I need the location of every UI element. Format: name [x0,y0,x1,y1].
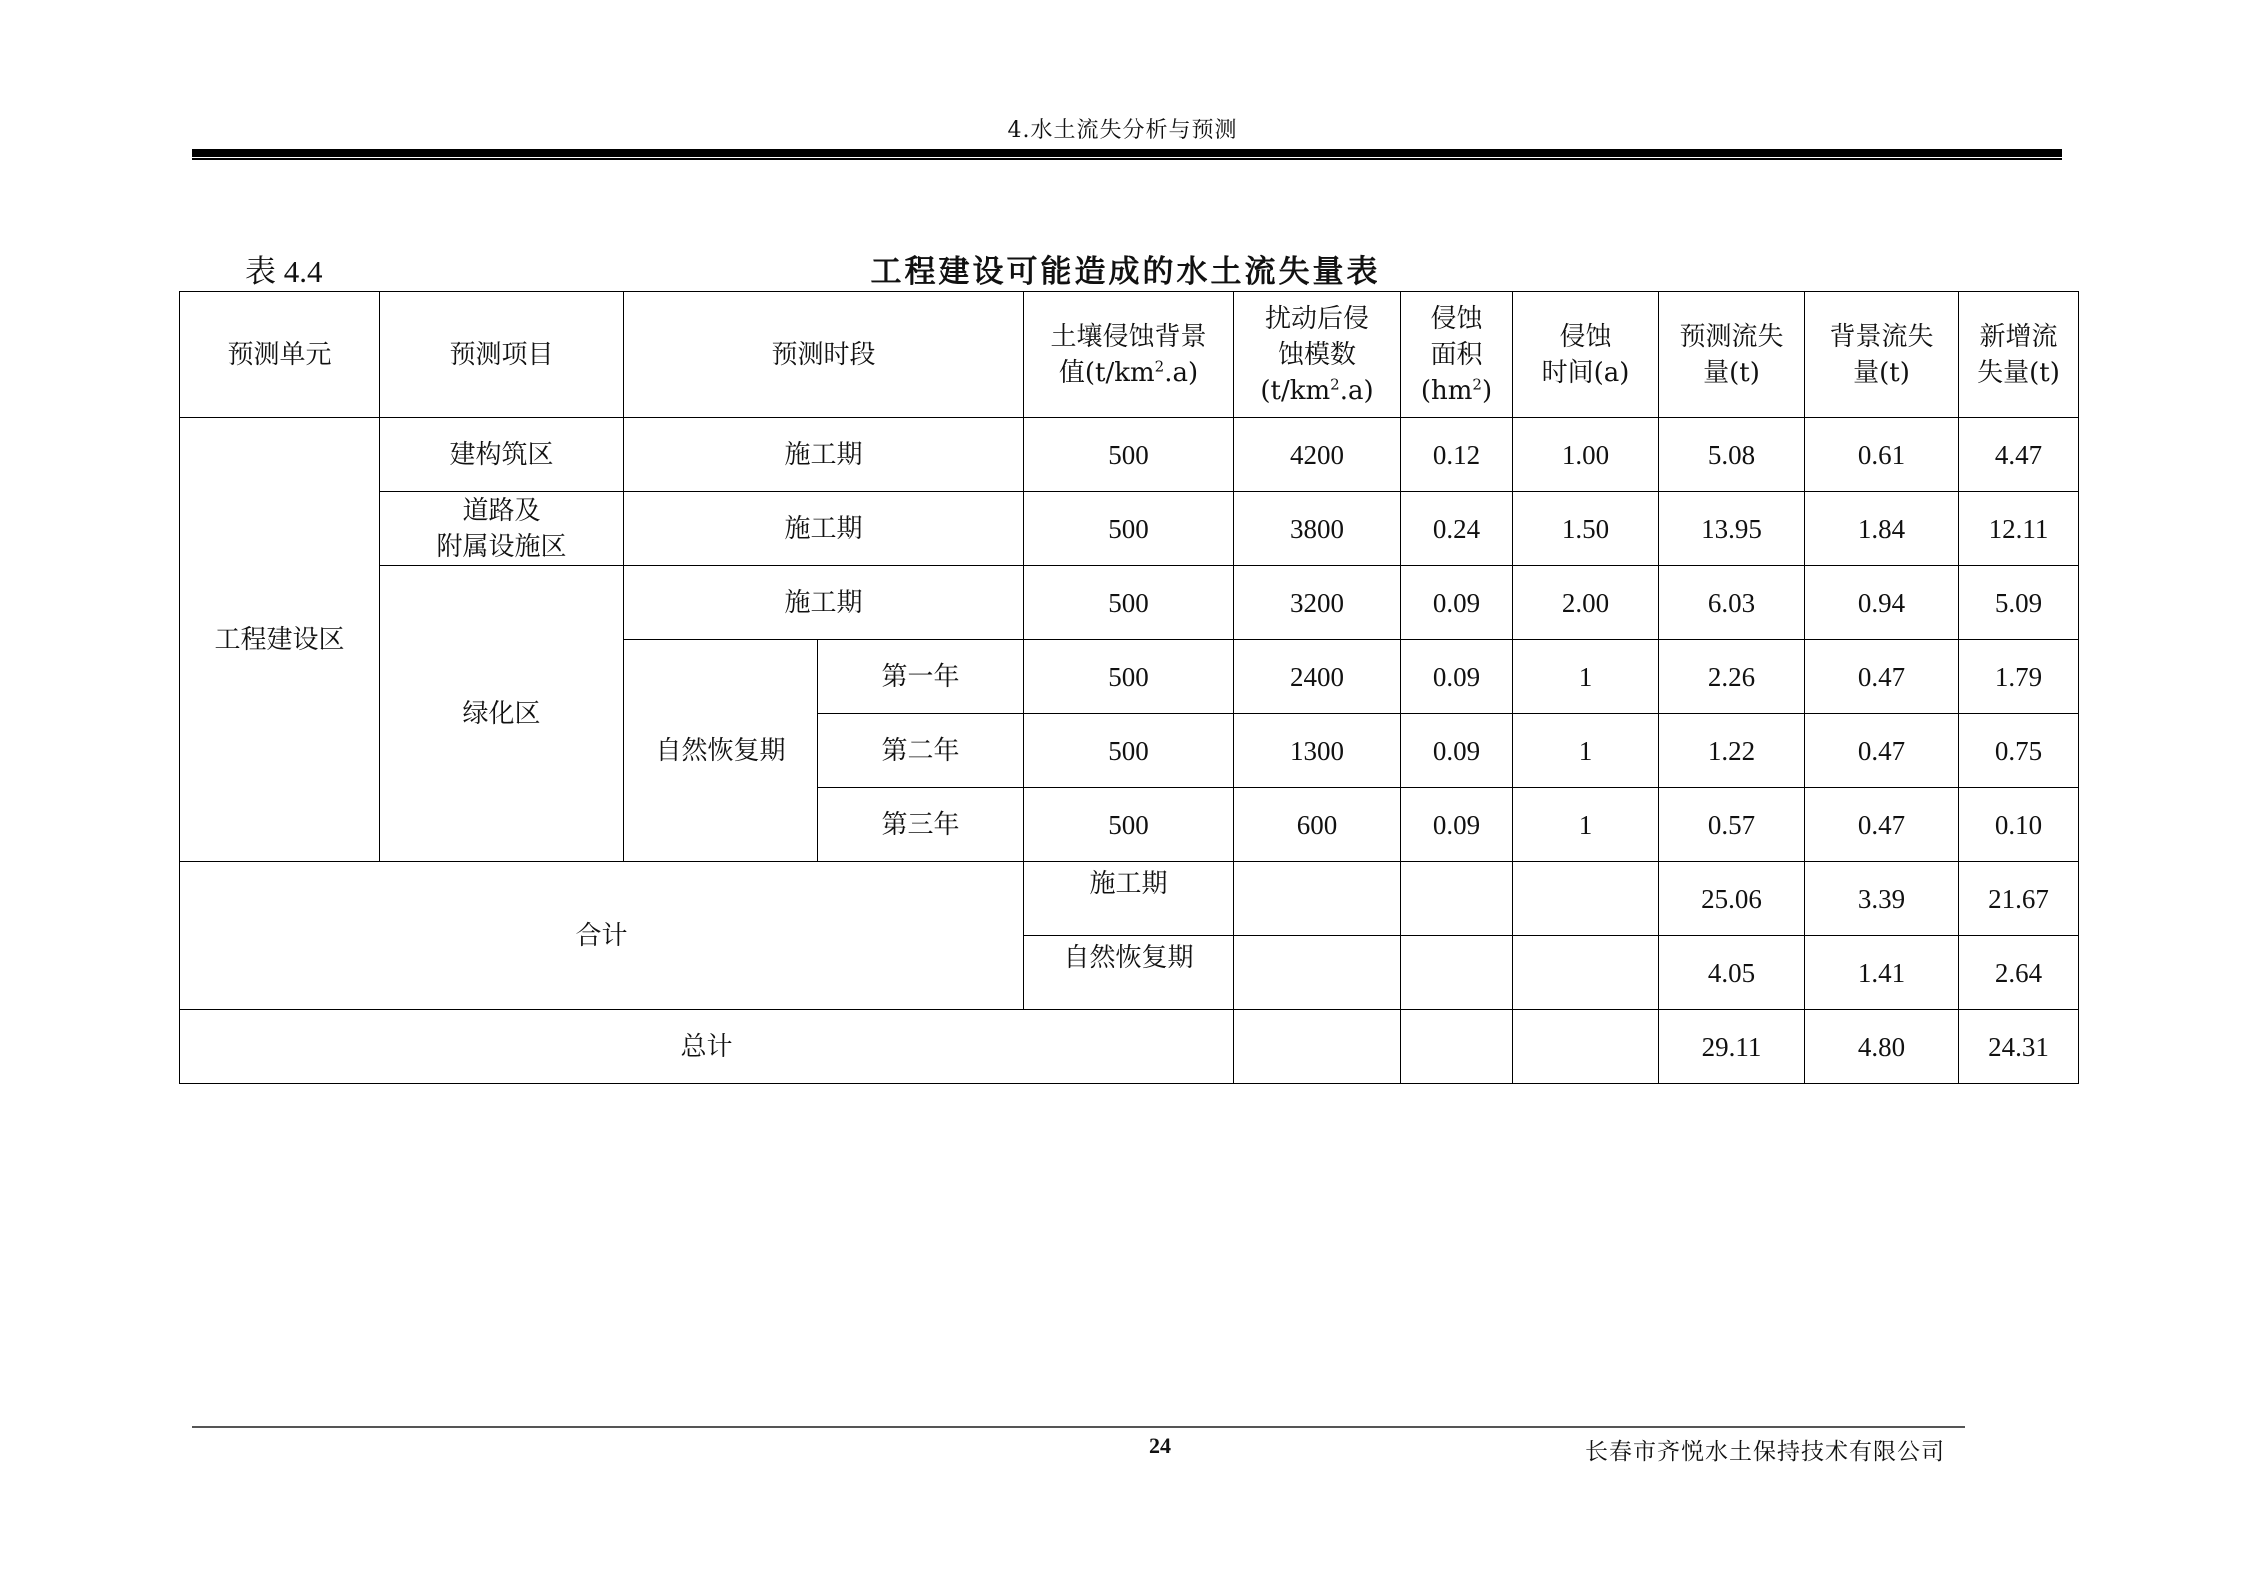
col-header-area: 侵蚀 面积 $(hm^2)$ [1401,292,1513,418]
year-cell: 第一年 [818,640,1024,714]
unit-cell: 工程建设区 [180,418,380,862]
duration-cell: 1 [1513,788,1659,862]
new-loss-cell: 2.64 [1959,936,2079,1010]
background-loss-cell: 0.47 [1805,640,1959,714]
subtotal-row [180,862,2079,936]
table-row [180,418,2079,492]
period-cell: 自然恢复期 [624,640,818,862]
empty-cell [1513,1010,1659,1084]
item-cell: 道路及 附属设施区 [380,492,624,566]
year-cell: 第二年 [818,714,1024,788]
empty-cell [1234,1010,1401,1084]
new-loss-cell: 1.79 [1959,640,2079,714]
new-loss-cell: 21.67 [1959,862,2079,936]
disturbed-modulus-cell: 2400 [1234,640,1401,714]
bg-modulus-cell: 500 [1024,492,1234,566]
table-caption [179,246,2072,288]
duration-cell: 1 [1513,640,1659,714]
item-cell: 绿化区 [380,566,624,862]
background-loss-cell: 0.61 [1805,418,1959,492]
company-name: 长春市齐悦水土保持技术有限公司 [1585,1439,1945,1465]
disturbed-modulus-cell: 1300 [1234,714,1401,788]
period-cell: 施工期 [624,418,1024,492]
page-number: 24 [1149,1433,1171,1458]
year-cell: 第三年 [818,788,1024,862]
col-header-new-loss: 新增流 失量(t) [1959,292,2079,418]
soil-loss-table [179,291,2079,1084]
running-header: 4.水土流失分析与预测 [1007,118,1238,143]
col-header-period: 预测时段 [624,292,1024,418]
footer-rule [192,1426,1965,1428]
background-loss-cell: 3.39 [1805,862,1959,936]
predicted-loss-cell: 1.22 [1659,714,1805,788]
empty-cell [1234,936,1401,1010]
col-header-duration: 侵蚀 时间(a) [1513,292,1659,418]
table-number: 表 4.4 [245,254,323,289]
predicted-loss-cell: 25.06 [1659,862,1805,936]
header-rule-thin [192,158,2062,160]
duration-cell: 1 [1513,714,1659,788]
background-loss-cell: 0.47 [1805,788,1959,862]
col-header-background-loss: 背景流失 量(t) [1805,292,1959,418]
predicted-loss-cell: 2.26 [1659,640,1805,714]
table-header-row [180,292,2079,418]
col-header-disturbed-modulus: 扰动后侵 蚀模数 $(t/km^2.a)$ [1234,292,1401,418]
total-row [180,1010,2079,1084]
duration-cell: 1.50 [1513,492,1659,566]
new-loss-cell: 24.31 [1959,1010,2079,1084]
predicted-loss-cell: 6.03 [1659,566,1805,640]
empty-cell [1234,862,1401,936]
subtotal-label: 合计 [180,862,1024,1010]
empty-cell [1513,936,1659,1010]
background-loss-cell: 4.80 [1805,1010,1959,1084]
bg-modulus-cell: 500 [1024,714,1234,788]
bg-modulus-cell: 500 [1024,640,1234,714]
col-header-predicted-loss: 预测流失 量(t) [1659,292,1805,418]
new-loss-cell: 0.75 [1959,714,2079,788]
predicted-loss-cell: 5.08 [1659,418,1805,492]
col-header-unit: 预测单元 [180,292,380,418]
disturbed-modulus-cell: 600 [1234,788,1401,862]
area-cell: 0.09 [1401,714,1513,788]
predicted-loss-cell: 4.05 [1659,936,1805,1010]
new-loss-cell: 5.09 [1959,566,2079,640]
empty-cell [1513,862,1659,936]
bg-modulus-cell: 500 [1024,788,1234,862]
period-cell: 施工期 [624,566,1024,640]
header-rule-thick [192,149,2062,157]
subtotal-period-recovery: 自然恢复期 [1024,936,1234,1010]
area-cell: 0.12 [1401,418,1513,492]
disturbed-modulus-cell: 3200 [1234,566,1401,640]
empty-cell [1401,862,1513,936]
table-row [180,566,2079,640]
disturbed-modulus-cell: 3800 [1234,492,1401,566]
bg-modulus-cell: 500 [1024,566,1234,640]
predicted-loss-cell: 13.95 [1659,492,1805,566]
disturbed-modulus-cell: 4200 [1234,418,1401,492]
new-loss-cell: 0.10 [1959,788,2079,862]
table-row [180,492,2079,566]
empty-cell [1401,1010,1513,1084]
total-label: 总计 [180,1010,1234,1084]
background-loss-cell: 1.84 [1805,492,1959,566]
area-cell: 0.09 [1401,788,1513,862]
background-loss-cell: 0.94 [1805,566,1959,640]
new-loss-cell: 4.47 [1959,418,2079,492]
table-title: 工程建设可能造成的水土流失量表 [870,254,1381,290]
area-cell: 0.09 [1401,640,1513,714]
background-loss-cell: 1.41 [1805,936,1959,1010]
new-loss-cell: 12.11 [1959,492,2079,566]
area-cell: 0.24 [1401,492,1513,566]
predicted-loss-cell: 29.11 [1659,1010,1805,1084]
bg-modulus-cell: 500 [1024,418,1234,492]
duration-cell: 1.00 [1513,418,1659,492]
duration-cell: 2.00 [1513,566,1659,640]
item-cell: 建构筑区 [380,418,624,492]
col-header-background-modulus: 土壤侵蚀背景 值$(t/km^2.a)$ [1024,292,1234,418]
predicted-loss-cell: 0.57 [1659,788,1805,862]
period-cell: 施工期 [624,492,1024,566]
area-cell: 0.09 [1401,566,1513,640]
col-header-item: 预测项目 [380,292,624,418]
subtotal-period-construction: 施工期 [1024,862,1234,936]
empty-cell [1401,936,1513,1010]
background-loss-cell: 0.47 [1805,714,1959,788]
